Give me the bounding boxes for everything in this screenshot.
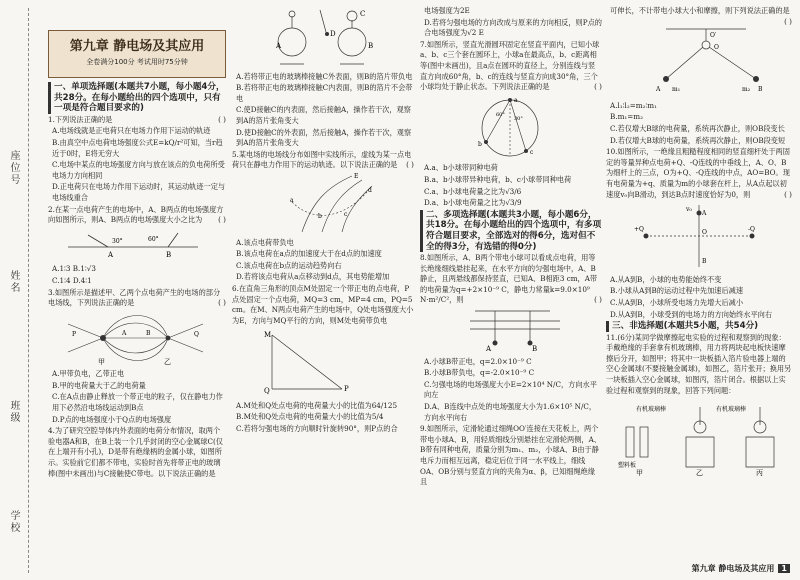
text: A.甲带负电，乙带正电 [52, 369, 125, 379]
text: C.1∶4 D.4∶1 [52, 275, 92, 285]
answer-option [606, 101, 792, 112]
ball-b-label: b [478, 140, 482, 148]
angle-30-label: 30° [514, 115, 523, 122]
answer-option [48, 160, 226, 181]
section-heading [606, 321, 792, 332]
page-footer [692, 563, 790, 574]
text: D.若将该点电荷从a点移动到d点，其电势能增加 [236, 272, 390, 282]
section-heading [48, 82, 226, 114]
chapter-title: 第九章 静电场及其应用 [69, 39, 205, 54]
glass-rod-label-2: 有机玻璃棒 [716, 406, 747, 414]
ball-a-label: a [514, 96, 518, 104]
ab-figure-wrap [48, 227, 226, 265]
ring-figure [420, 94, 600, 160]
text: D.使D接触C的外表面，然后接触A，操作若干次，观察到A的箔片张角变大 [236, 127, 412, 148]
pulley-figure-wrap [606, 18, 792, 101]
text: C.在A点由静止释放一个带正电的粒子，仅在静电力作用下必然沿电场线运动到B点 [52, 392, 223, 413]
question-stem [420, 253, 602, 306]
text: A.l₁∶l₂=m₂∶m₁ [610, 100, 657, 110]
point-a-label: A [108, 250, 114, 259]
answer-bracket: ( ) [406, 160, 414, 170]
answer-option [48, 264, 226, 275]
text: 二、多项选择题(本题共3小题，每小题6分，共18分。在每小题给出的四个选项中，有多项符合题目要求，全部选对的得6分，选对但不全的得3分，有选错的得0分) [426, 209, 602, 252]
text: 三、非选择题(本题共5小题，共54分) [612, 321, 759, 332]
text: D.若仅增大B球的电荷量，系统再次静止，则OB段变短 [610, 135, 786, 145]
answer-option [232, 238, 414, 249]
answer-option [420, 368, 602, 379]
answer-option [232, 72, 414, 83]
field-direction-figure [48, 227, 218, 261]
v0-label: v₀ [686, 206, 692, 214]
text: A.a、b小球带同种电荷 [424, 163, 498, 173]
text: 可伸长，不计带电小球大小和摩擦，则下列说法正确的是 [610, 6, 790, 15]
text: A.小球B带正电，q=2.0×10⁻⁹ C [424, 356, 532, 366]
text: B.小球B带负电，q=-2.0×10⁻⁹ C [424, 368, 535, 378]
text: A.电场线就是正电荷只在电场力作用下运动的轨迹 [52, 126, 211, 136]
answer-option [420, 163, 602, 174]
point-o2-label: O′ [710, 32, 717, 40]
sphere-c-label: C [360, 10, 366, 18]
text: 11.(6分)某同学做摩擦起电实验的过程和观察到的现象：手戴绝缘的手套拿有机玻璃棒，用力将两块起电板快速摩擦后分开，如图甲；将其中一块板插入箔片验电器上端的空心金属球(不要接触金属球)，如图乙，箔片张开；换用另一块板插入空心金属球，如图丙，箔片闭合。根据以上实验过程和观察到的现象，回答下列问题： [606, 332, 792, 395]
ball-c-label: c [530, 148, 534, 156]
column-1 [48, 82, 226, 480]
text: B.若将带正电的玻璃棒接触C内表面，则B的箔片不会带电 [236, 83, 413, 103]
negative-charge-label: -Q [748, 226, 755, 234]
text: B.由真空中点电荷电场强度公式E=kQ/r²可知，当r趋近于0时，E将无穷大 [52, 137, 223, 158]
column-2 [232, 6, 414, 436]
question-stem [606, 147, 792, 200]
answer-option [606, 310, 792, 321]
question-stem [232, 284, 414, 326]
answer-option [420, 18, 602, 39]
answer-option [48, 126, 226, 137]
text: 7.如图所示，竖直光滑圆环固定在竖直平面内，已知小球a、b、c三个套在圆环上，小球a在最高点，b、c距离相等(图中未画出)，且a点在圆环的直径上，分别连线与竖直方向成60°角，b、c的连线与竖直方向成30°角，三个小球均处于静止状态。下列说法正确的是 [420, 39, 600, 92]
chapter-banner [48, 30, 226, 78]
answer-option [48, 276, 226, 287]
angle-a-label: 30° [112, 237, 123, 245]
point-c-label: c [344, 210, 348, 218]
triangle-figure [232, 327, 412, 397]
text: C.使D接触C的内表面，然后接触A，操作若干次，观察到A的箔片张角变大 [236, 105, 411, 125]
ab2-figure-wrap [420, 307, 602, 357]
answer-option [48, 381, 226, 392]
text: 一、单项选择题(本题共7小题，每小题4分，共28分。在每小题给出的四个选项中，只有一项是符合题目要求的) [54, 82, 225, 114]
angle-b-label: 60° [148, 235, 159, 243]
experiment-figure [606, 397, 792, 477]
electroscope-figure [232, 6, 412, 68]
answer-option [420, 175, 602, 186]
text: D.P点的电场强度小于Q点的电场强度 [52, 414, 172, 424]
question-stem [48, 205, 226, 226]
answer-option [606, 124, 792, 135]
charge-yi-label: 乙 [164, 357, 171, 366]
text: D.a、b小球电荷量之比为√3/9 [424, 198, 522, 208]
answer-option [420, 6, 602, 17]
electroscope-a-label: A [276, 42, 282, 50]
question-stem [420, 424, 602, 488]
text: B.a、b小球带异种电荷，b、c小球带同种电荷 [424, 174, 572, 184]
exp-figure-wrap [606, 397, 792, 481]
positive-charge-label: +Q [634, 226, 644, 234]
column-4 [606, 6, 792, 481]
cut-line [28, 8, 29, 573]
point-a-label: A [122, 329, 127, 337]
vertex-m-label: M [264, 331, 272, 340]
fig-jia-label: 甲 [636, 469, 643, 478]
charge-jia-label: 甲 [98, 357, 105, 366]
point-b-label: B [166, 250, 172, 259]
answer-option [232, 412, 414, 423]
answer-bracket: ( ) [784, 16, 792, 26]
answer-option [48, 138, 226, 159]
answer-option [420, 357, 602, 368]
answer-bracket: ( ) [594, 82, 602, 92]
answer-option [606, 6, 792, 26]
text: C.若将匀强电场的方向顺时针旋转90°，则P点的合 [236, 424, 398, 434]
electroscope-b-label: B [368, 42, 374, 50]
school-label: 学校 [8, 510, 19, 534]
text: A.1∶3 B.1∶√3 [52, 264, 96, 274]
class-label: 班级 [8, 400, 19, 424]
hanging-charges-figure [420, 307, 600, 353]
seat-number-label: 座位号 [8, 150, 19, 186]
text: 5.某电场的电场线分布如图中实线所示，虚线为某一点电荷只在静电力作用下的运动轨迹。以下说法正确的是 [232, 149, 412, 170]
answer-option [606, 275, 792, 286]
answer-option [232, 424, 414, 435]
answer-option [606, 298, 792, 309]
ball-d-label: D [330, 30, 336, 38]
electroscope-figure-wrap [232, 6, 414, 72]
vertex-q-label: Q [264, 387, 270, 396]
question-stem [48, 288, 226, 309]
point-a-label: a [290, 196, 294, 204]
name-label: 姓名 [8, 270, 19, 294]
field-e-label: E [354, 172, 359, 180]
text: C.若仅增大B球的电荷量，系统再次静止，则OB段变长 [610, 123, 785, 133]
text: C.a、b小球电荷量之比为√3/6 [424, 186, 522, 196]
text: A.该点电荷带负电 [236, 237, 294, 247]
text: C.该点电荷在b点的运动趋势向右 [236, 260, 342, 270]
page-number: 1 [778, 564, 790, 573]
ball-a-label: A [656, 86, 661, 94]
column-3 [420, 6, 602, 489]
text: C.从A到B，小球所受电场力先增大后减小 [610, 297, 744, 307]
text: A.从A到B，小球的电势能始终不变 [610, 274, 722, 284]
ball-b-label: B [758, 86, 763, 94]
mass-m1-label: m₁ [672, 86, 681, 94]
answer-option [420, 187, 602, 198]
question-stem [48, 115, 226, 126]
tri-figure-wrap [232, 327, 414, 401]
field-lines-figure [48, 310, 218, 366]
text: B.m₁=m₂ [610, 112, 643, 122]
answer-bracket: ( ) [594, 295, 602, 305]
text: D.若将匀强电场的方向改成与原来的方向相反，则P点的合电场强度为√2 E [424, 17, 602, 38]
mass-m2-label: m₂ [742, 86, 751, 94]
rod-figure [606, 201, 792, 271]
answer-option [232, 261, 414, 272]
answer-option [232, 105, 414, 126]
point-b-label: b [318, 212, 322, 220]
text: 4.为了研究空腔导体内外表面的电荷分布情况，取两个验电器A和B，在B上装一个几乎封闭的空心金属球C(仅在上端开有小孔)，D是带有绝缘柄的金属小球，如图所示。实验前它们都不带电，实验时首先将带正电的玻璃棒(图中未画出)与C接触使C带电。以下说法正确的是 [48, 426, 223, 478]
text: C.匀强电场的电场强度大小E=2×10⁴ N/C，方向水平向左 [424, 379, 597, 400]
text: B.小球从A到B的运动过程中先加速后减速 [610, 286, 744, 296]
answer-bracket: ( ) [218, 298, 226, 308]
answer-option [232, 128, 414, 149]
text: C.电场中某点的电场强度方向与放在该点的负电荷所受电场力方向相同 [52, 160, 225, 180]
section-heading [420, 210, 602, 252]
text: 电场强度为2E [424, 6, 470, 15]
point-b-label: B [146, 329, 151, 337]
fig-yi-label: 乙 [696, 469, 703, 478]
answer-option [232, 272, 414, 283]
answer-option [232, 401, 414, 412]
text: 6.在直角三角形的顶点M处固定一个带正电的点电荷，P点处固定一个点电荷，MQ=3 cm，MP=4 cm，PQ=5 cm。在M、N两点电荷产生的电场中，Q处电场强度大小为E，方向与MQ平行的方向，则M处电荷带负电 [232, 283, 414, 325]
point-b-label: B [702, 258, 707, 266]
question-stem [48, 426, 226, 479]
footer-chapter: 第九章 静电场及其应用 [691, 564, 775, 573]
point-p-label: P [72, 330, 77, 338]
trajectory-figure [232, 172, 412, 234]
point-q-label: Q [194, 330, 199, 338]
chapter-subtitle: 全卷满分100分 考试用时75分钟 [86, 58, 188, 66]
answer-bracket: ( ) [784, 189, 792, 199]
text: D.A、B连线中点处的电场强度大小为1.6×10⁵ N/C，方向水平向右 [424, 402, 597, 422]
ball-a-label: A [486, 345, 492, 354]
answer-option [606, 136, 792, 147]
lines-figure-wrap [48, 310, 226, 370]
text: 3.如图所示是描述甲、乙两个点电荷产生的电场的部分电场线，下列说法正确的是 [48, 287, 221, 308]
answer-option [420, 380, 602, 401]
glass-rod-label-1: 有机玻璃棒 [636, 406, 667, 414]
answer-option [606, 112, 792, 123]
plastic-plate-label: 塑料板 [618, 462, 637, 470]
point-a-label: A [702, 210, 707, 218]
angle-60-label: 60° [496, 111, 505, 118]
question-stem [420, 40, 602, 93]
text: 10.如图所示，一绝缘且粗糙程度相同的竖直细杆处于两固定的等量异种点电荷+Q、-Q连线的中垂线上，A、O、B为细杆上的三点，O为+Q、-Q连线的中点，AO=BO。现有电荷量为+q、质量为m的小球套在杆上，从A点起以初速度v₀向B滑动，到达B点时速度恰好为0，则 [606, 147, 790, 199]
traj-figure-wrap [232, 172, 414, 238]
answer-option [420, 198, 602, 209]
text: A.若将带正电的玻璃棒接触C外表面，则B的箔片带负电 [236, 71, 413, 81]
answer-option [48, 392, 226, 413]
answer-option [232, 249, 414, 260]
ring-figure-wrap [420, 94, 602, 164]
answer-bracket: ( ) [218, 215, 226, 225]
answer-option [232, 83, 414, 104]
point-o-label: O [714, 44, 719, 52]
point-o-label: O [702, 229, 707, 237]
answer-option [48, 182, 226, 203]
answer-option [48, 415, 226, 426]
text: 2.在某一点电荷产生的电场中，A、B两点的电场强度方向如图所示，则A、B两点的电场强度大小之比为 [48, 204, 224, 225]
text: D.从A到B，小球受到的电场力的方向始终水平向右 [610, 309, 773, 319]
question-stem [606, 333, 792, 397]
question-stem [232, 150, 414, 171]
text: 9.如图所示，定滑轮通过细绳OO′连接在天花板上，两个带电小球A、B，用轻质细线分别悬挂在定滑轮两侧，A、B带有同种电荷，质量分别为m₁、m₂，小球A、B由于静电斥力而相互远离，稳定后位于同一水平线上，细线OA、OB分别与竖直方向的夹角为α、β，已知细绳绝缘且 [420, 424, 601, 487]
text: D.正电荷只在电场力作用下运动时，其运动轨迹一定与电场线重合 [52, 182, 226, 202]
rod-figure-wrap [606, 201, 792, 275]
answer-option [48, 369, 226, 380]
vertex-p-label: P [344, 385, 349, 394]
fig-bing-label: 丙 [756, 469, 763, 478]
point-d-label: d [368, 186, 372, 194]
text: B.甲的电荷量大于乙的电荷量 [52, 380, 146, 390]
text: 8.如图所示，A、B两个带电小球可以看成点电荷，用等长绝缘细线悬挂起来，在水平方向的匀强电场中，A、B静止，且两悬线都保持竖直，已知A、B相距3 cm，A带的电荷量为q=+2×10⁻⁹ C，静电力常量k=9.0×10⁹ N·m²/C²，则 [420, 253, 598, 305]
text: 1.下列说法正确的是 [48, 114, 113, 124]
ball-b-label: B [532, 345, 538, 354]
pulley-figure [606, 27, 792, 97]
answer-option [606, 286, 792, 297]
answer-option [420, 402, 602, 423]
text: A.M处和Q处点电荷的电荷量大小的比值为64/125 [236, 400, 398, 410]
answer-bracket: ( ) [218, 114, 226, 124]
binding-strip [0, 0, 42, 580]
text: B.M处和Q处点电荷的电荷量大小的比值为5/4 [236, 412, 384, 422]
text: B.该点电荷在a点的加速度大于在d点的加速度 [236, 249, 382, 259]
